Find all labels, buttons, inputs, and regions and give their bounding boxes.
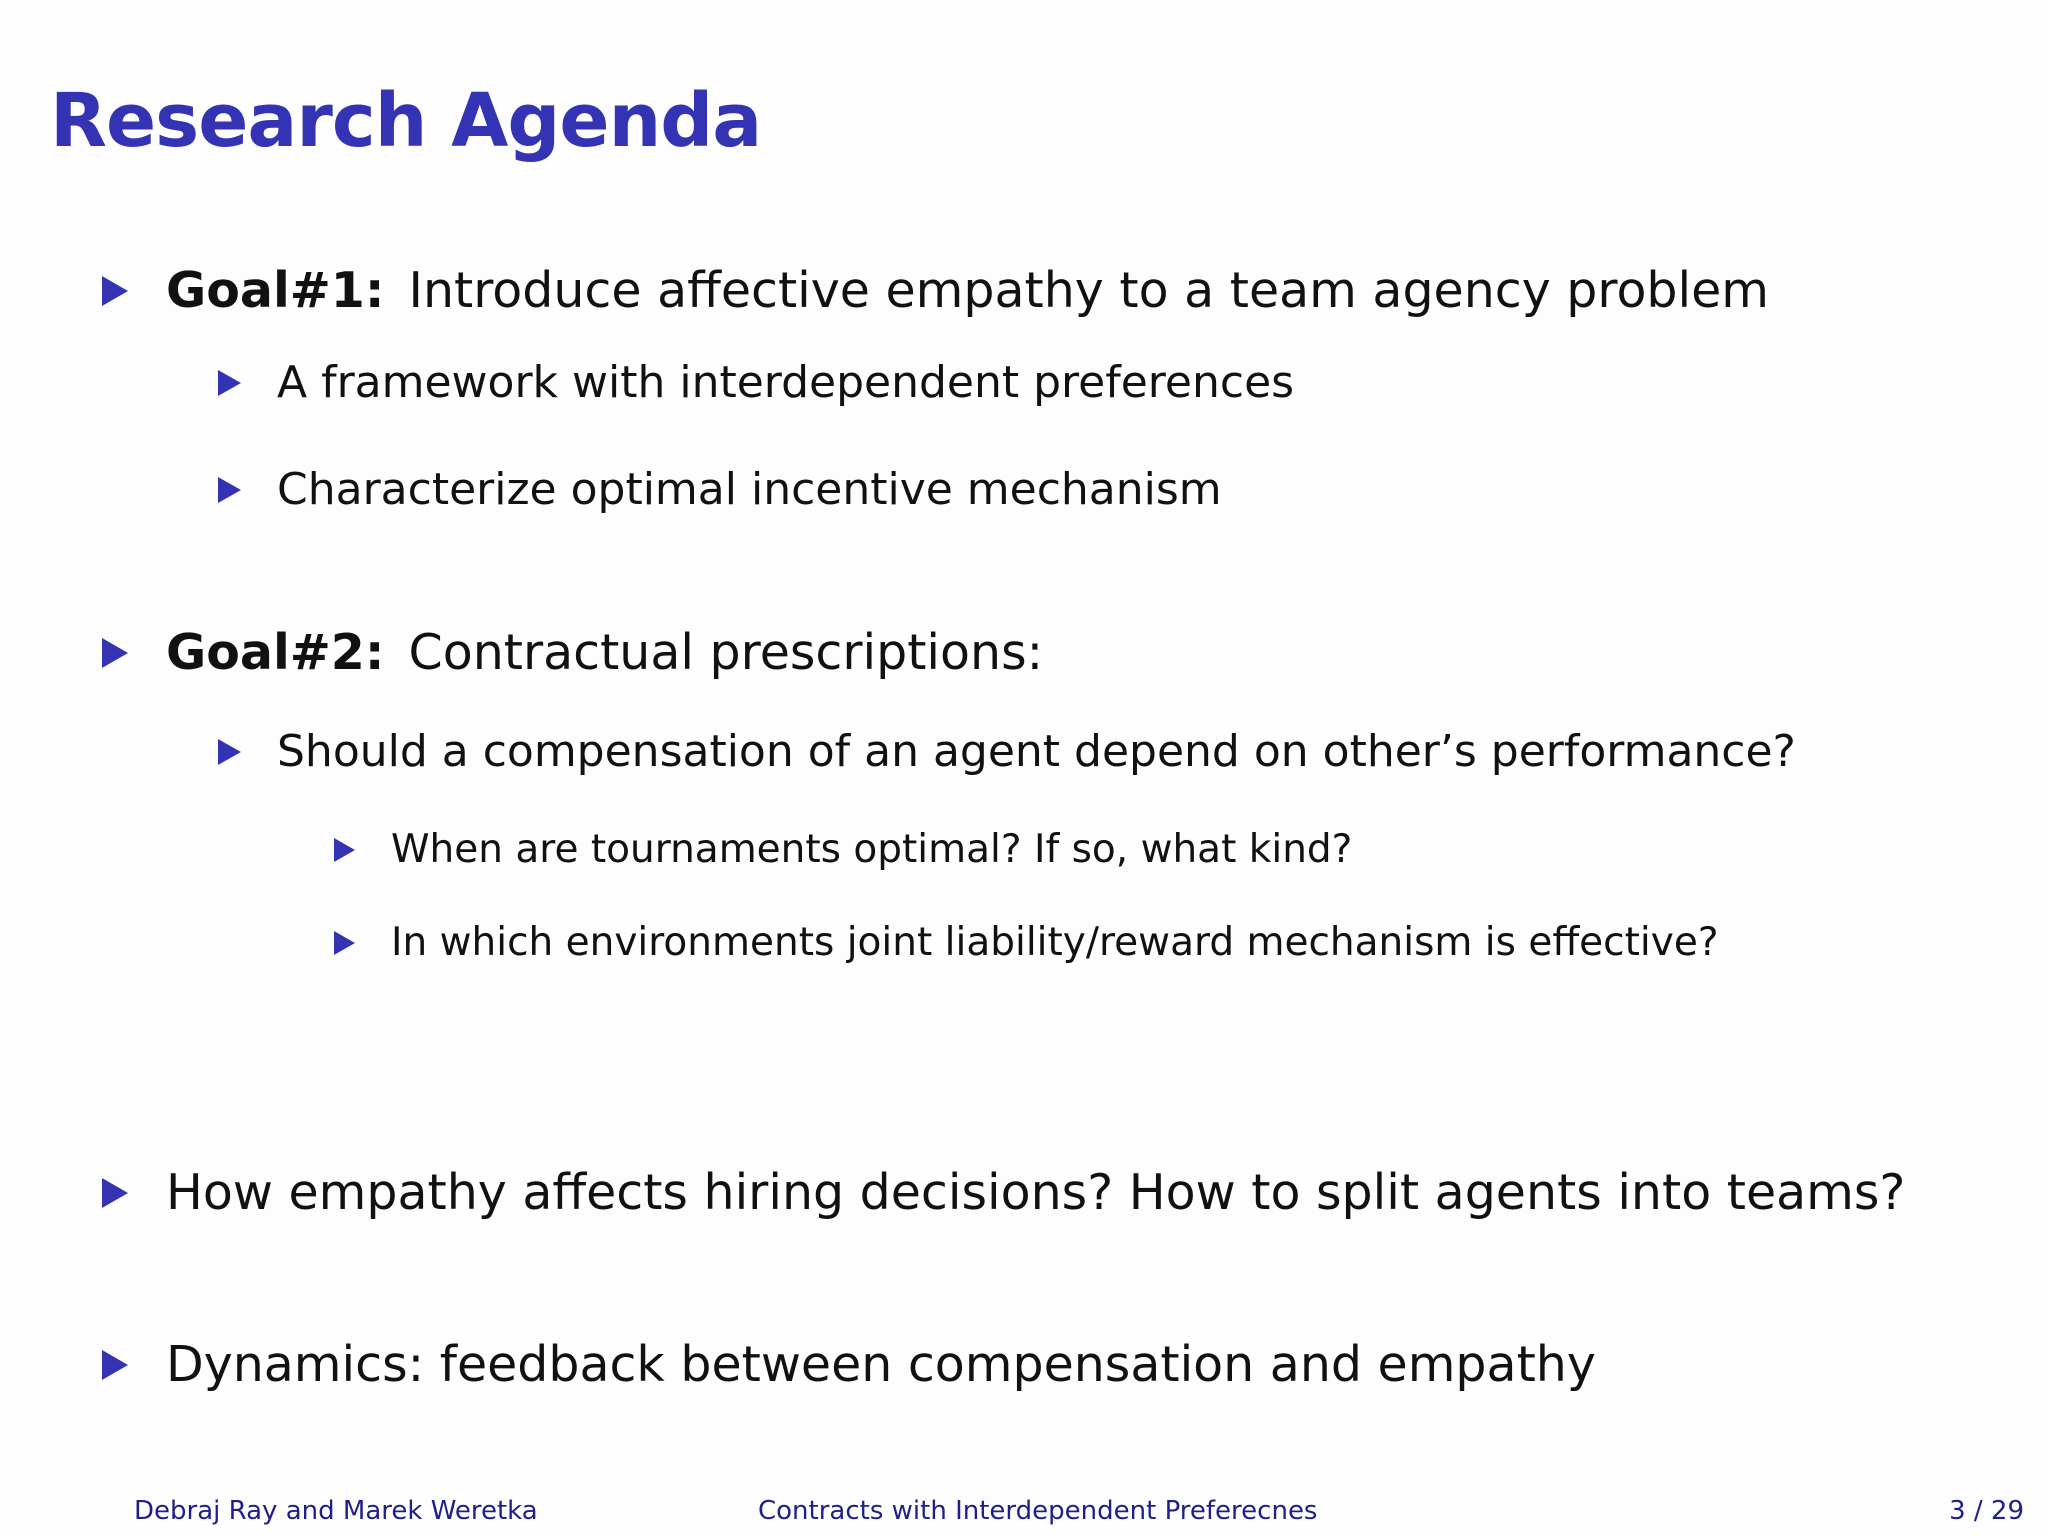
framework-text: A framework with interdependent preferences: [277, 357, 1295, 408]
bullet-tournaments: [334, 827, 1352, 872]
triangle-right-icon: [334, 838, 355, 862]
triangle-right-icon: [102, 276, 128, 306]
bullet-goal-1: [102, 262, 1769, 319]
bullet-joint-liability: [334, 920, 1719, 965]
compensation-text: Should a compensation of an agent depend on other’s performance?: [277, 726, 1796, 777]
triangle-right-icon: [102, 638, 128, 668]
triangle-right-icon: [102, 1178, 128, 1208]
bullet-framework: [218, 357, 1294, 408]
bullet-dynamics: [102, 1336, 1596, 1393]
footer-talk-title: Contracts with Interdependent Preferecnes: [758, 1496, 1318, 1526]
triangle-right-icon: [102, 1350, 128, 1380]
dynamics-text: Dynamics: feedback between compensation and empathy: [166, 1336, 1596, 1393]
bullet-compensation: [218, 726, 1796, 777]
triangle-right-icon: [218, 370, 241, 396]
slide-title: Research Agenda: [50, 78, 762, 164]
goal-1-label: Goal#1:: [166, 262, 385, 319]
bullet-goal-2: [102, 624, 1043, 681]
characterize-text: Characterize optimal incentive mechanism: [277, 464, 1222, 515]
triangle-right-icon: [218, 739, 241, 765]
footer-authors: Debraj Ray and Marek Weretka: [134, 1496, 538, 1526]
bullet-hiring: [102, 1164, 1905, 1221]
hiring-text: How empathy affects hiring decisions? How to split agents into teams?: [166, 1164, 1906, 1221]
goal-2-label: Goal#2:: [166, 624, 385, 681]
triangle-right-icon: [218, 477, 241, 503]
tournaments-text: When are tournaments optimal? If so, what kind?: [391, 827, 1353, 872]
triangle-right-icon: [334, 931, 355, 955]
goal-2-text: Contractual prescriptions:: [408, 624, 1044, 681]
bullet-characterize: [218, 464, 1222, 515]
goal-1-text: Introduce affective empathy to a team agency problem: [408, 262, 1770, 319]
footer-page-number: 3 / 29: [1949, 1496, 2024, 1526]
joint-liability-text: In which environments joint liability/reward mechanism is effective?: [391, 920, 1719, 965]
